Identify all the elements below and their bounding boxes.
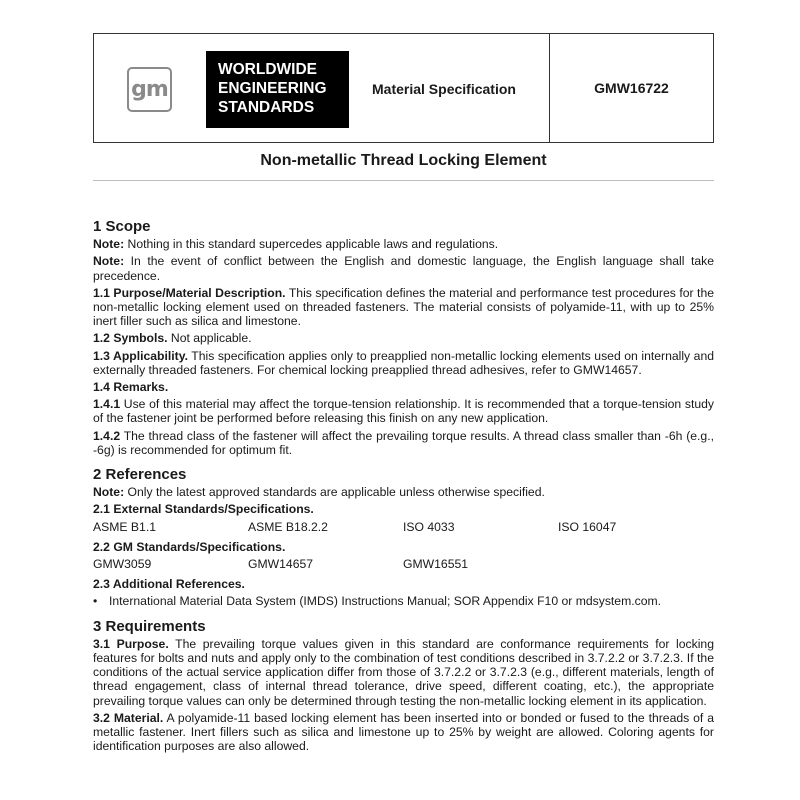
section-1-2	[93, 331, 714, 345]
header-logo-cell	[94, 34, 549, 142]
note-label: Note:	[93, 485, 125, 500]
section-3-1-label: 3.1 Purpose.	[93, 636, 169, 651]
section-1-4-2-label: 1.4.2	[93, 428, 121, 443]
section-1-4-1	[93, 397, 714, 425]
section-1-4-2-text: The thread class of the fastener will affect the prevailing torque results. A thread class smaller than -6h (e.g., -6g) is recommended for optimum fit.	[93, 428, 714, 457]
section-2-1-heading: 2.1 External Standards/Specifications.	[93, 502, 314, 517]
section-1-3	[93, 349, 714, 377]
gm-logo-icon: gm	[127, 67, 172, 112]
note-label: Note:	[93, 237, 125, 252]
section-2-heading: 2 References	[93, 466, 187, 484]
title-divider	[93, 180, 714, 181]
section-3-2	[93, 711, 714, 754]
document-type: Material Specification	[372, 81, 516, 97]
section-1-4-heading: 1.4 Remarks.	[93, 380, 169, 395]
list-item: ASME B18.2.2	[248, 519, 328, 534]
list-item: ISO 16047	[558, 519, 617, 534]
wes-line-1: WORLDWIDE	[218, 61, 318, 78]
list-item: ISO 4033	[403, 519, 455, 534]
document-number: GMW16722	[549, 34, 713, 142]
section-1-1-label: 1.1 Purpose/Material Description.	[93, 285, 286, 300]
section-1-3-text: This specification applies only to preapplied non-metallic locking elements used on internally and externally threaded fasteners. For chemical locking preapplied thread adhesives, refer to GMW14657.	[93, 348, 714, 377]
section-1-heading: 1 Scope	[93, 218, 151, 235]
document-header	[93, 33, 714, 143]
scope-note-1	[93, 237, 714, 251]
list-item: GMW16551	[403, 557, 469, 572]
wes-line-2: ENGINEERING	[218, 80, 327, 97]
worldwide-engineering-standards-badge	[206, 51, 349, 128]
section-2-2-heading: 2.2 GM Standards/Specifications.	[93, 539, 286, 554]
note-text: Nothing in this standard supercedes applicable laws and regulations.	[124, 237, 499, 252]
section-3-2-text: A polyamide-11 based locking element has been inserted into or bonded or fused to the threads of a metallic fastener. Inert fillers such as silica and limestone up to 25% by weight are allowed. Coloring agents for identification purposes are also allowed.	[93, 710, 714, 754]
wes-line-3: STANDARDS	[218, 99, 315, 116]
bullet-text: International Material Data System (IMDS) Instructions Manual; SOR Appendix F10 or mdsystem.com.	[109, 594, 662, 609]
document-title: Non-metallic Thread Locking Element	[260, 152, 547, 169]
section-1-3-label: 1.3 Applicability.	[93, 348, 188, 363]
section-3-heading: 3 Requirements	[93, 617, 206, 635]
list-item: ASME B1.1	[93, 519, 156, 534]
section-1-4-2	[93, 429, 714, 457]
section-1-4-1-text: Use of this material may affect the torque-tension relationship. It is recommended that a torque-tension study of the fastener joint be performed before releasing this finish on any new application.	[93, 397, 714, 426]
gm-standards-list	[93, 557, 714, 571]
section-2-3-heading: 2.3 Additional References.	[93, 577, 245, 592]
references-note	[93, 485, 714, 499]
section-1-1	[93, 286, 714, 329]
note-text: Only the latest approved standards are applicable unless otherwise specified.	[124, 485, 545, 500]
document-body	[93, 220, 714, 757]
note-text: In the event of conflict between the English and domestic language, the English language shall take precedence.	[93, 254, 714, 283]
section-3-1	[93, 637, 714, 708]
section-1-1-text: This specification defines the material and performance test procedures for the non-metallic locking element used on threaded fasteners. The material consists of polyamide-11, with up to 25% inert filler such as silica and limestone.	[93, 285, 714, 329]
bullet-icon: •	[93, 594, 98, 609]
section-1-2-text: Not applicable.	[167, 331, 252, 346]
section-1-2-label: 1.2 Symbols.	[93, 331, 168, 346]
section-1-4-1-label: 1.4.1	[93, 397, 121, 412]
list-item: GMW3059	[93, 557, 152, 572]
list-item	[93, 594, 714, 608]
list-item: GMW14657	[248, 557, 314, 572]
note-label: Note:	[93, 254, 125, 269]
external-standards-list	[93, 520, 714, 534]
section-3-1-text: The prevailing torque values given in this standard are conformance requirements for locking features for bolts and nuts and apply only to the combination of test conditions described in 3.7.2.2 or 3.7.2.3. If the conditions of the actual service application differ from those of 3.7.2.2 or 3.7.2.3 (e.g., different materials, length of thread engagement, class of internal thread tolerance, drive speed, different coating, etc.), the appropriate prevailing torque values can only be determined through testing the non-metallic locking element in its application.	[93, 636, 714, 708]
section-3-2-label: 3.2 Material.	[93, 710, 164, 725]
scope-note-2	[93, 254, 714, 282]
